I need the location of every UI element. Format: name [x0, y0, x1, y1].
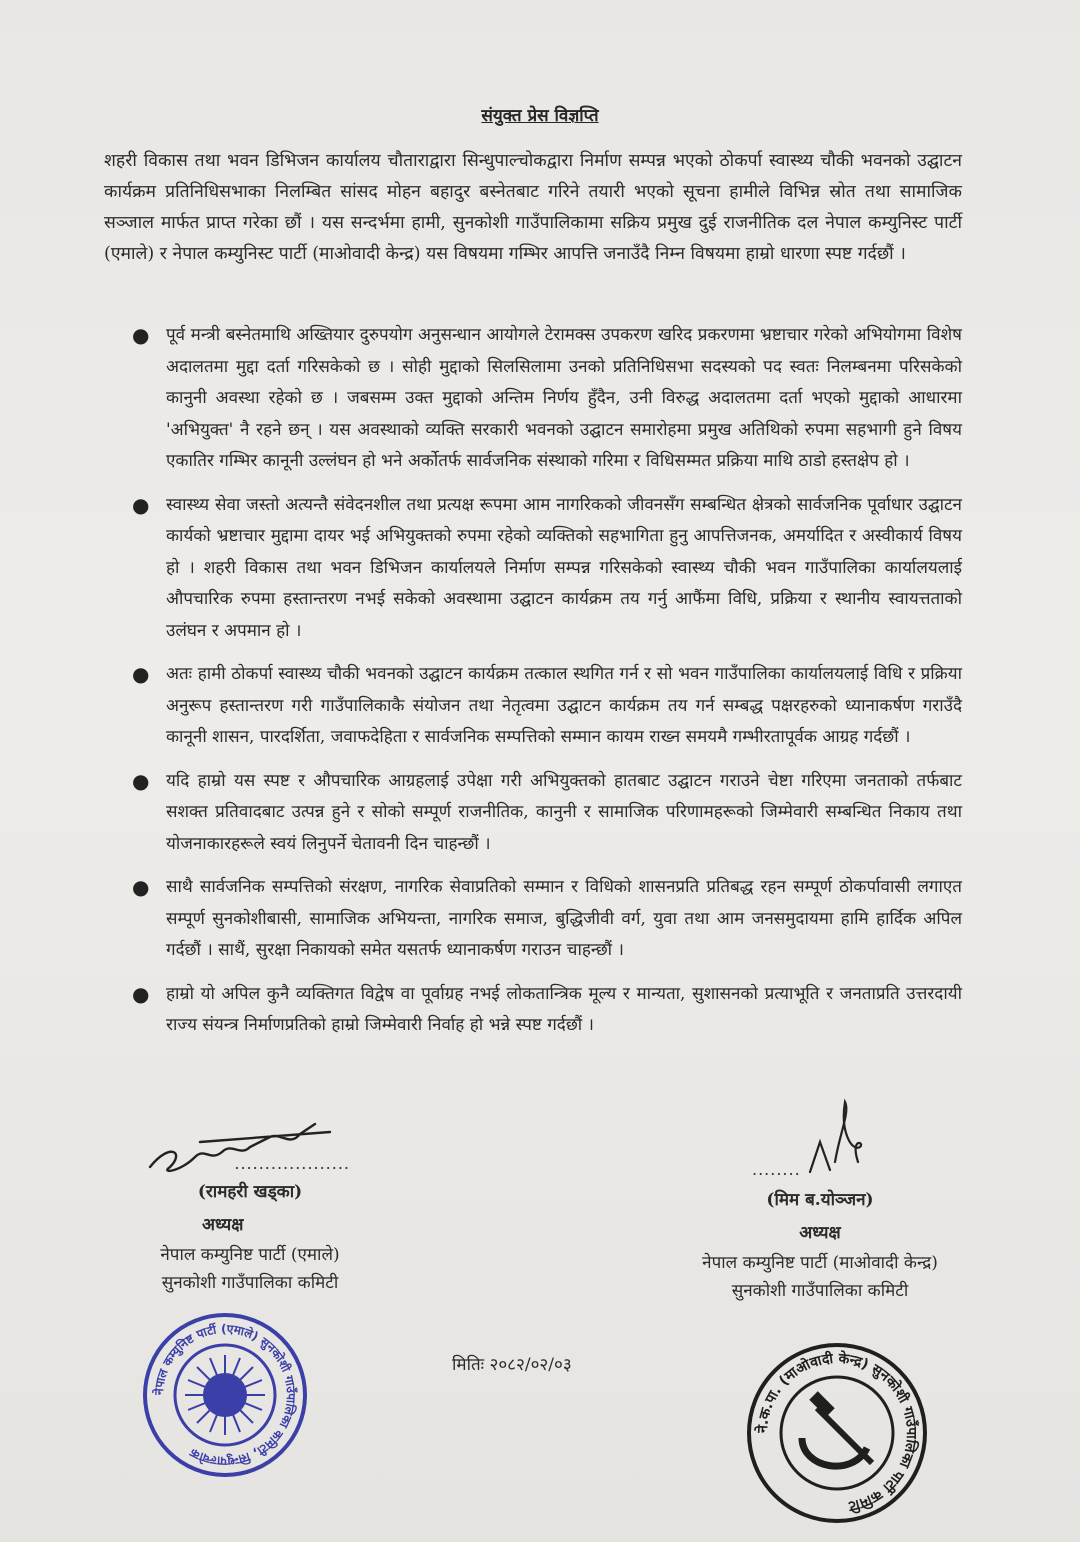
left-signatory-block [110, 1110, 390, 1297]
list-item-text: यदि हाम्रो यस स्पष्ट र औपचारिक आग्रहलाई उपेक्षा गरी अभियुक्तको हातबाट उद्घाटन गराउने चेष्टा गरिएमा जनताको तर्फबाट सशक्त प्रतिवादबाट उत्पन्न हुने र सोको सम्पूर्ण राजनीतिक, कानुनी र सामाजिक परिणामहरूको जिम्मेवारी सम्बन्धित निकाय तथा योजनाकारहरूले स्वयं लिनुपर्ने चेतावनी दिन चाहन्छौं । [166, 770, 962, 854]
list-item [122, 872, 962, 967]
right-signatory-name: (मिम ब.योञ्जन) [766, 1190, 874, 1210]
bullet-icon: ● [132, 323, 150, 347]
left-org-party: नेपाल कम्युनिष्ट पार्टी (एमाले) [160, 1245, 340, 1265]
signature-dotted-line: ................... [234, 1154, 350, 1173]
bullet-icon: ● [132, 981, 150, 1006]
right-signatory-role: अध्यक्ष [799, 1223, 841, 1243]
signature-dotted-line: ........ [752, 1160, 801, 1179]
left-stamp-text: नेपाल कम्युनिष्ट पार्टी (एमाले) सुनकोशी गाउँपालिका कमिटी, सिन्धुपाल्चोक [151, 1321, 299, 1469]
left-signatory-org [110, 1241, 390, 1297]
bullet-icon: ● [132, 768, 150, 793]
points-list [122, 320, 962, 1054]
left-signatory-name: (रामहरी खड्का) [197, 1182, 303, 1202]
document-date: मितिः २०८२/०२/०३ [452, 1355, 572, 1375]
list-item [122, 979, 962, 1042]
list-item-text: साथै सार्वजनिक सम्पत्तिको संरक्षण, नागरिक सेवाप्रतिको सम्मान र विधिको शासनप्रति प्रतिबद्ध रहन सम्पूर्ण ठोकर्पावासी लगाएत सम्पूर्ण सुनकोशीबासी, सामाजिक अभियन्ता, नागरिक समाज, बुद्धिजीवी वर्ग, युवा तथा आम जनसमुदायमा हामि हार्दिक अपिल गर्दछौं । साथैं, सुरक्षा निकायको समेत यसतर्फ ध्यानाकर्षण गराउन चाहन्छौं । [166, 877, 962, 960]
document-title: संयुक्त प्रेस विज्ञप्ति [481, 106, 599, 126]
bullet-icon: ● [132, 492, 150, 517]
list-item [122, 320, 962, 478]
list-item-text: पूर्व मन्त्री बस्नेतमाथि अख्तियार दुरुपयोग अनुसन्धान आयोगले टेरामक्स उपकरण खरिद प्रकरणमा भ्रष्टाचार गरेको अभियोगमा विशेष अदालतमा मुद्दा दर्ता गरिसकेको छ । सोही मुद्दाको सिलसिलामा उनको प्रतिनिधिसभा सदस्यको पद स्वतः निलम्बनमा परिसकेको कानुनी अवस्था रहेको छ । जबसम्म उक्त मुद्दाको अन्तिम निर्णय हुँदैन, उनी विरुद्ध अदालतमा दर्ता भएको मुद्दाको आधारमा 'अभियुक्त' नै रहने छन् । यस अवस्थाको व्यक्ति सरकारी भवनको उद्घाटन समारोहमा प्रमुख अतिथिको रुपमा सहभागी हुने विषय एकातिर गम्भिर कानूनी उल्लंघन हो भने अर्कोतर्फ सार्वजनिक संस्थाको गरिमा र विधिसम्मत प्रक्रिया माथि ठाडो हस्तक्षेप हो । [166, 325, 962, 471]
list-item-text: अतः हामी ठोकर्पा स्वास्थ्य चौकी भवनको उद्घाटन कार्यक्रम तत्काल स्थगित गर्न र सो भवन गाउँपालिका कार्यालयलाई विधि र प्रक्रिया अनुरूप हस्तान्तरण गरी गाउँपालिकाकै संयोजन तथा नेतृत्वमा उद्घाटन कार्यक्रम तय गर्न सम्बद्ध पक्षरहरुको ध्यानाकर्षण गराउँदै कानूनी शासन, पारदर्शिता, जवाफदेहिता र सार्वजनिक सम्पत्तिको सम्मान कायम राख्न समयमै गम्भीरतापूर्वक आग्रह गर्दछौं । [166, 664, 962, 747]
left-party-stamp [140, 1310, 310, 1480]
right-signatory-org [660, 1249, 980, 1305]
list-item [122, 490, 962, 648]
left-org-committee: सुनकोशी गाउँपालिका कमिटी [161, 1273, 339, 1293]
list-item-text: हाम्रो यो अपिल कुनै व्यक्तिगत विद्वेष वा पूर्वाग्रह नभई लोकतान्त्रिक मूल्य र मान्यता, सुशासनको प्रत्याभूति र जनताप्रति उत्तरदायी राज्य संयन्त्र निर्माणप्रतिको हाम्रो जिम्मेवारी निर्वाह हो भन्ने स्पष्ट गर्दछौं । [166, 983, 962, 1035]
right-signatory-block [660, 1090, 980, 1305]
right-party-stamp [742, 1338, 932, 1528]
bullet-icon: ● [132, 875, 150, 899]
right-org-committee: सुनकोशी गाउँपालिका कमिटी [731, 1281, 909, 1301]
list-item-text: स्वास्थ्य सेवा जस्तो अत्यन्तै संवेदनशील तथा प्रत्यक्ष रूपमा आम नागरिकको जीवनसँग सम्बन्धित क्षेत्रको सार्वजनिक पूर्वाधार उद्घाटन कार्यको भ्रष्टाचार मुद्दामा दायर भई अभियुक्तको रुपमा रहेको व्यक्तिको सहभागिता हुनु आपत्तिजनक, अमर्यादित र अस्वीकार्य विषय हो । शहरी विकास तथा भवन डिभिजन कार्यालयले निर्माण सम्पन्न गरिसकेको स्वास्थ्य चौकी भवन गाउँपालिका कार्यालयलाई औपचारिक रुपमा हस्तान्तरण नभई सकेको अवस्थामा उद्घाटन कार्यक्रम तय गर्नु आफैंमा विधि, प्रक्रिया र स्थानीय स्वायत्तताको उलंघन र अपमान हो । [166, 494, 962, 641]
intro-paragraph: शहरी विकास तथा भवन डिभिजन कार्यालय चौताराद्वारा सिन्धुपाल्चोकद्वारा निर्माण सम्पन्न भएको ठोकर्पा स्वास्थ्य चौकी भवनको उद्घाटन कार्यक्रम प्रतिनिधिसभाका निलम्बित सांसद मोहन बहादुर बस्नेतबाट गरिने तयारी भएको सूचना हामीले विभिन्न स्रोत तथा सामाजिक सञ्जाल मार्फत प्राप्त गरेका छौं । यस सन्दर्भमा हामी, सुनकोशी गाउँपालिकामा सक्रिय प्रमुख दुई राजनीतिक दल नेपाल कम्युनिस्ट पार्टी (एमाले) र नेपाल कम्युनिस्ट पार्टी (माओवादी केन्द्र) यस विषयमा गम्भिर आपत्ति जनाउँदै निम्न विषयमा हाम्रो धारणा स्पष्ट गर्दछौं । [104, 151, 962, 264]
right-stamp-text: ने.क.पा. (माओवादी केन्द्र) सुनकोशी गाउँपालिका पार्टी कमिटि [754, 1350, 920, 1515]
left-signatory-role: अध्यक्ष [202, 1215, 244, 1235]
bullet-icon: ● [132, 662, 150, 686]
hammer-icon [817, 1408, 872, 1463]
list-item [122, 766, 962, 861]
right-org-party: नेपाल कम्युनिष्ट पार्टी (माओवादी केन्द्र) [702, 1253, 938, 1273]
list-item [122, 659, 962, 754]
